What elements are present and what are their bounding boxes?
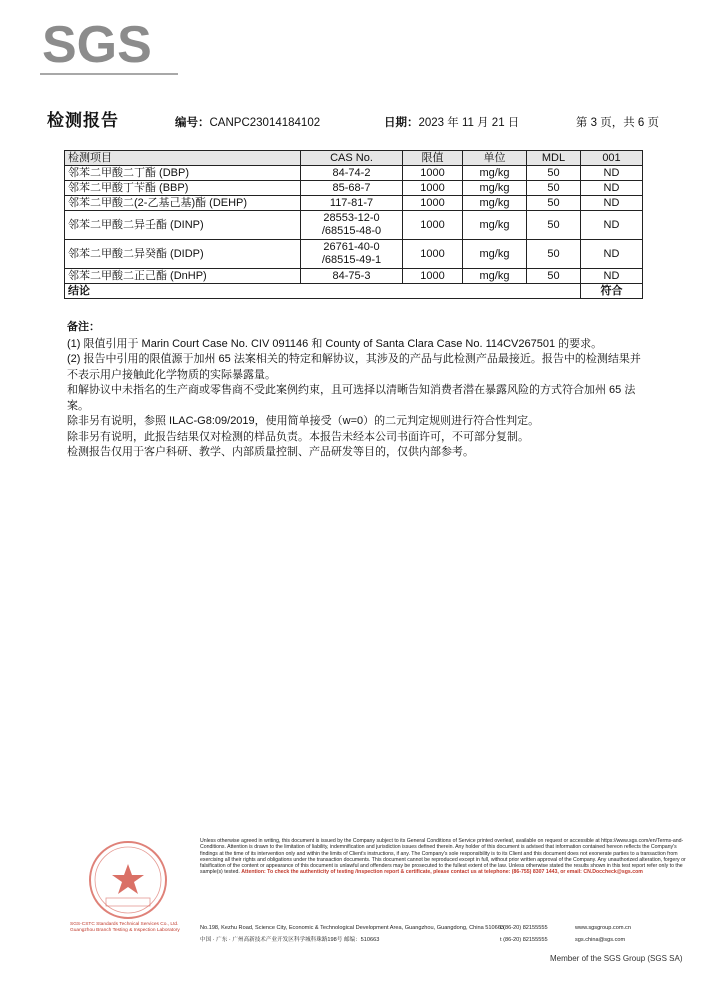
group-membership: Member of the SGS Group (SGS SA) <box>550 954 683 963</box>
table-row <box>65 211 643 240</box>
table-header-row <box>65 151 643 166</box>
remarks-title: 备注： <box>67 321 100 333</box>
address-en: No.198, Kezhu Road, Science City, Economic & Technological Development Area, Guangzhou, Guangdong, China 510663 <box>200 925 504 931</box>
conclusion-value: 符合 <box>581 284 643 299</box>
cell-item: 邻苯二甲酸二丁酯 (DBP) <box>65 166 301 181</box>
results-table <box>64 150 643 299</box>
address-cn: 中国 · 广东 · 广州高新技术产业开发区科学城科珠路198号 邮编：510663 <box>200 937 380 943</box>
cell-limit: 1000 <box>403 269 463 284</box>
cell-unit: mg/kg <box>463 196 527 211</box>
cell-unit: mg/kg <box>463 269 527 284</box>
seal-caption <box>70 922 200 934</box>
cell-limit: 1000 <box>403 211 463 240</box>
remarks-section <box>67 320 641 461</box>
cell-item: 邻苯二甲酸二(2-乙基己基)酯 (DEHP) <box>65 196 301 211</box>
cell-cas <box>301 240 403 269</box>
cell-item: 邻苯二甲酸二异癸酯 (DIDP) <box>65 240 301 269</box>
col-header-item: 检测项目 <box>65 151 301 166</box>
cell-unit: mg/kg <box>463 166 527 181</box>
sgs-logo <box>40 16 178 80</box>
authenticity-notice: Attention: To check the authenticity of testing /inspection report & certificate, please contact us at telephone: (86-755) 8307 1443, or email: CN.Doccheck@sgs.com <box>241 869 643 876</box>
col-header-mdl: MDL <box>527 151 581 166</box>
cell-limit: 1000 <box>403 181 463 196</box>
cell-mdl: 50 <box>527 240 581 269</box>
remark-line: (1) 限值引用于 Marin Court Case No. CIV 091146 和 County of Santa Clara Case No. 114CV267501 的要求。 <box>67 337 603 350</box>
cell-cas: 84-74-2 <box>301 166 403 181</box>
table-row <box>65 196 643 211</box>
telephone: t (86-20) 82155555 <box>500 937 548 943</box>
cell-unit: mg/kg <box>463 240 527 269</box>
sgs-logo-text: SGS <box>42 16 152 74</box>
cell-item: 邻苯二甲酸二正己酯 (DnHP) <box>65 269 301 284</box>
cell-limit: 1000 <box>403 166 463 181</box>
legal-disclaimer <box>200 838 688 876</box>
cell-result: ND <box>581 240 643 269</box>
cell-unit: mg/kg <box>463 211 527 240</box>
cell-result: ND <box>581 181 643 196</box>
report-number-value: CANPC23014184102 <box>209 117 321 129</box>
cell-cas: 84-75-3 <box>301 269 403 284</box>
report-date-label: 日期： <box>384 117 419 129</box>
cell-result: ND <box>581 269 643 284</box>
cell-cas <box>301 211 403 240</box>
conclusion-label: 结论 <box>65 284 581 299</box>
cell-mdl: 50 <box>527 211 581 240</box>
cas-number-line2: /68515-48-0 <box>321 225 382 237</box>
seal-caption-line: Guangzhou Branch Testing & Inspection Laboratory <box>70 928 180 933</box>
email-link[interactable]: sgs.china@sgs.com <box>575 937 626 943</box>
sgs-logo-mark <box>40 16 178 80</box>
legal-text: Unless otherwise agreed in writing, this document is issued by the Company subject to its General Conditions of Service printed overleaf, available on request or accessible at https://www.sgs.com/en/Terms-and-Conditions. Attention is drawn to the limitation of liability, indemnification and jurisdiction issues defined therein. Any holder of this document is advised that information contained hereon reflects the Company's findings at the time of its intervention only and within the limits of Client's instructions, if any. The Company's sole responsibility is to its Client and this document does not exonerate parties to a transaction from exercising all their rights and obligations under the transaction documents. This document cannot be reproduced except in full, without prior written approval of the Company. Any unauthorized alteration, forgery or falsification of the content or appearance of this document is unlawful and offenders may be prosecuted to the fullest extent of the law. Unless otherwise stated the results shown in this test report refer only to the sample(s) tested. <box>200 838 686 876</box>
cell-limit: 1000 <box>403 240 463 269</box>
report-number <box>175 114 320 130</box>
cell-limit: 1000 <box>403 196 463 211</box>
company-address <box>200 922 688 946</box>
report-number-label: 编号： <box>175 117 210 129</box>
address-row-en <box>200 922 688 934</box>
seal-caption-line: SGS-CSTC Standards Technical Services Co., Ltd. <box>70 922 179 927</box>
page-number: 第 3 页，共 6 页 <box>575 117 659 129</box>
cell-mdl: 50 <box>527 269 581 284</box>
cell-result: ND <box>581 196 643 211</box>
cas-number-line1: 28553-12-0 <box>323 212 380 224</box>
website-link[interactable]: www.sgsgroup.com.cn <box>575 925 631 931</box>
remark-line: 检测报告仅用于客户科研、教学、内部质量控制、产品研发等目的，仅供内部参考。 <box>67 446 474 458</box>
page-title: 检测报告 <box>47 111 119 130</box>
report-date <box>384 114 519 130</box>
table-row <box>65 269 643 284</box>
telephone: t (86-20) 82155555 <box>500 925 548 931</box>
cell-mdl: 50 <box>527 196 581 211</box>
cell-item: 邻苯二甲酸二异壬酯 (DINP) <box>65 211 301 240</box>
page-footer <box>70 838 690 978</box>
cell-cas: 85-68-7 <box>301 181 403 196</box>
official-seal <box>70 838 200 968</box>
remark-line: (2) 报告中引用的限值源于加州 65 法案相关的特定和解协议，其涉及的产品与此检测产品最接近。报告中的检测结果并不表示用户接触此化学物质的实际暴露量。 <box>67 353 641 381</box>
report-header <box>47 106 659 134</box>
table-row <box>65 166 643 181</box>
cell-unit: mg/kg <box>463 181 527 196</box>
col-header-limit: 限值 <box>403 151 463 166</box>
report-date-value: 2023 年 11 月 21 日 <box>418 117 520 129</box>
conclusion-row <box>65 284 643 299</box>
table-row <box>65 240 643 269</box>
cell-mdl: 50 <box>527 166 581 181</box>
remark-line: 和解协议中未指名的生产商或零售商不受此案例约束，且可选择以清晰告知消费者潜在暴露风险的方式符合加州 65 法案。 <box>67 384 636 412</box>
seal-stamp-icon <box>70 838 200 922</box>
cell-result: ND <box>581 166 643 181</box>
address-row-cn <box>200 934 688 946</box>
col-header-unit: 单位 <box>463 151 527 166</box>
cell-item: 邻苯二甲酸丁苄酯 (BBP) <box>65 181 301 196</box>
cell-cas: 117-81-7 <box>301 196 403 211</box>
cell-mdl: 50 <box>527 181 581 196</box>
table-row <box>65 181 643 196</box>
cas-number-line1: 26761-40-0 <box>323 241 380 253</box>
remark-line: 除非另有说明，参照 ILAC-G8:09/2019，使用简单接受（w=0）的二元判定规则进行符合性判定。 <box>67 415 540 427</box>
col-header-cas: CAS No. <box>301 151 403 166</box>
cell-result: ND <box>581 211 643 240</box>
col-header-sample: 001 <box>581 151 643 166</box>
remark-line: 除非另有说明，此报告结果仅对检测的样品负责。本报告未经本公司书面许可，不可部分复制。 <box>67 430 529 443</box>
cas-number-line2: /68515-49-1 <box>321 254 382 266</box>
